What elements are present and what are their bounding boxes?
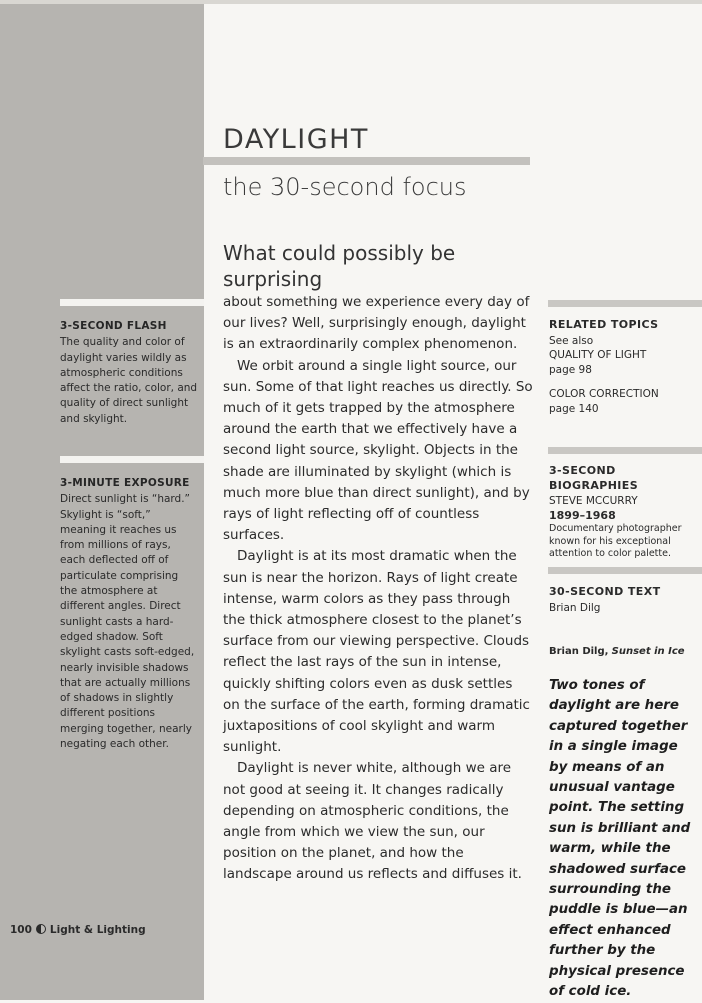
body-paragraph-4: Daylight is never white, although we are not good at seeing it. It changes radically depending on atmospheric conditions, the angle from which we view the sun, our position on the planet, and how the landscape around us reflects and diffuses it. — [223, 760, 522, 883]
photo-caption: Two tones of daylight are here captured together in a single image by means of an unusual vantage point. The setting sun is brilliant and warm, while the shadowed surface surrounding the puddle is blue—an effect enhanced further by the physical presence of cold ice. — [549, 678, 691, 1000]
text-heading: 30-SECOND TEXT — [549, 585, 661, 598]
flash-section — [60, 319, 198, 427]
body-paragraph-1: about something we experience every day of our lives? Well, surprisingly enough, daylight is an extraordinarily complex phenomenon. — [223, 294, 530, 353]
flash-heading: 3-SECOND FLASH — [60, 320, 167, 332]
related-divider — [548, 300, 702, 307]
half-circle-icon — [36, 924, 46, 934]
related-topic-2: COLOR CORRECTION — [549, 388, 659, 400]
lead-line: What could possibly be surprising — [223, 241, 456, 291]
thirty-second-text — [549, 585, 699, 615]
exposure-heading: 3-MINUTE EXPOSURE — [60, 477, 190, 489]
page-number: 100 — [10, 924, 32, 936]
related-heading: RELATED TOPICS — [549, 318, 659, 331]
related-topic-2-page: page 140 — [549, 402, 599, 415]
bio-name: STEVE MCCURRY — [549, 495, 638, 507]
section-name: Light & Lighting — [49, 924, 146, 936]
page-footer — [10, 924, 146, 936]
biographies — [549, 464, 699, 561]
page-subtitle: the 30-second focus — [223, 173, 467, 201]
sidebar-panel — [0, 4, 204, 1000]
text-author: Brian Dilg — [549, 601, 601, 614]
exposure-text: Direct sunlight is “hard.” Skylight is “soft,” meaning it reaches us from millions of rays, each deflected off of particulate comprising the atmosphere at different angles. Direct sunlight casts a hard-edged shadow. Soft skylight casts soft-edged, nearly invisible shadows that are actually millions of shadows in slightly different positions merging together, nearly negating each other. — [60, 493, 195, 751]
credit-title: Sunset in Ice — [611, 646, 685, 657]
title-divider — [203, 157, 530, 165]
bio-heading: 3-SECOND BIOGRAPHIES — [549, 464, 639, 492]
exposure-divider — [60, 456, 204, 463]
photo-credit — [549, 646, 685, 657]
see-also-label: See also — [549, 334, 594, 347]
bio-text: Documentary photographer known for his exceptional attention to color palette. — [549, 523, 682, 559]
page-title: DAYLIGHT — [223, 124, 369, 155]
bio-dates: 1899–1968 — [549, 508, 616, 522]
flash-divider — [60, 299, 204, 306]
body-paragraph-2: We orbit around a single light source, our sun. Some of that light reaches us directly. So much of it gets trapped by the atmosphere around the earth that we effectively have a second light source, skylight. Objects in the shade are illuminated by skylight (which is much more blue than direct sunlight), and by rays of light reflecting off of countless surfaces. — [223, 357, 533, 544]
main-body — [223, 240, 533, 886]
flash-text: The quality and color of daylight varies wildly as atmospheric conditions affect the ratio, color, and quality of direct sunlight and skylight. — [60, 336, 198, 425]
body-paragraph-3: Daylight is at its most dramatic when the sun is near the horizon. Rays of light create intense, warm colors as they pass through the thick atmosphere closest to the planet’s surface from our viewing perspective. Clouds reflect the last rays of the sun in intense, quickly shifting colors even as dusk settles on the surface of the earth, forming dramatic juxtapositions of cool skylight and warm sunlight. — [223, 548, 530, 756]
related-topic-1: QUALITY OF LIGHT — [549, 349, 647, 361]
related-topic-1-page: page 98 — [549, 363, 592, 376]
related-topics — [549, 318, 699, 416]
text-divider — [548, 567, 702, 574]
credit-name: Brian Dilg, — [549, 646, 609, 657]
exposure-section — [60, 476, 198, 752]
bio-divider — [548, 447, 702, 454]
